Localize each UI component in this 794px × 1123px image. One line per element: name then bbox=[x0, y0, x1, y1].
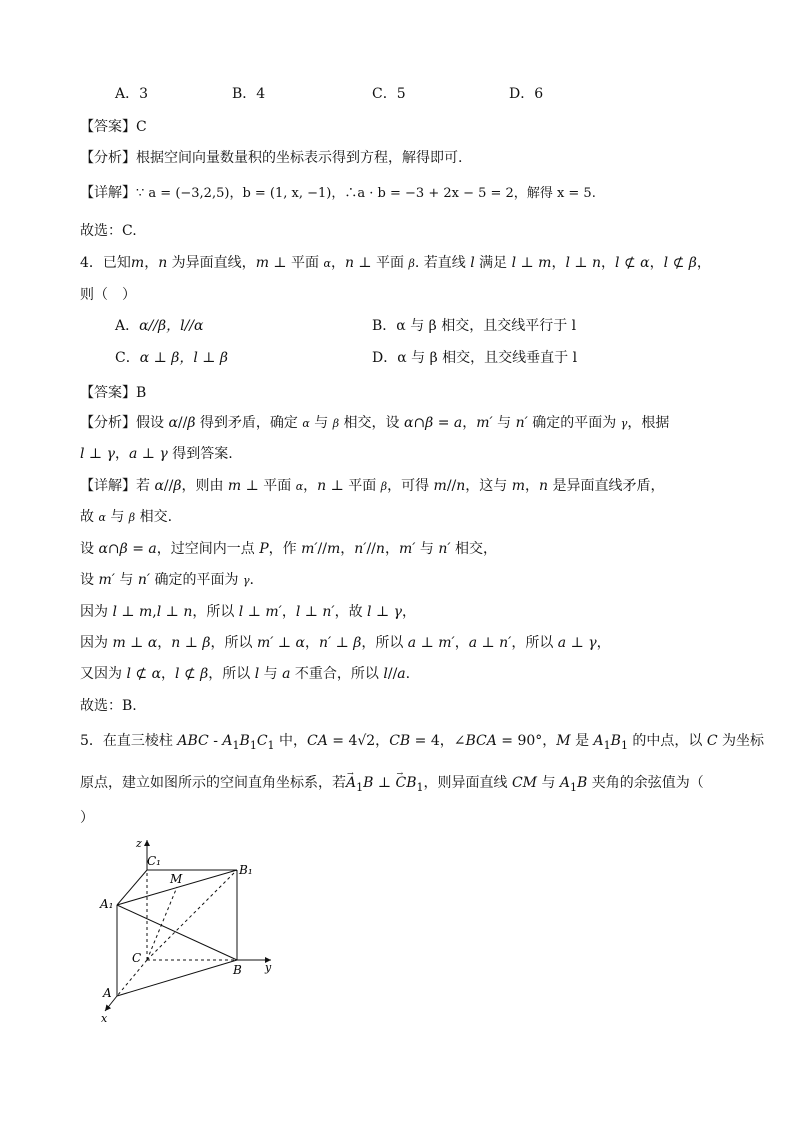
solve-text: 解得 x = 5 bbox=[526, 186, 592, 201]
label-c1: C₁ bbox=[147, 854, 161, 868]
q4-analysis-line1: 【分析】假设 α//β 得到矛盾，确定 α 与 β 相交，设 α∩β = a，m′ 与 n′ 确定的平面为 γ，根据 bbox=[80, 415, 670, 431]
q4-detail-line1: 【详解】若 α//β，则由 m ⊥ 平面 α，n ⊥ 平面 β，可得 m//n，这与 m，n 是异面直线矛盾， bbox=[80, 478, 665, 494]
label-z: z bbox=[136, 837, 142, 850]
label-a: A bbox=[103, 986, 112, 1000]
vector-b: b = (1, x, −1) bbox=[242, 186, 332, 201]
q4-answer bbox=[80, 383, 146, 403]
label-b: B bbox=[233, 963, 242, 977]
q4-detail-line7: 又因为 l ⊄ α，l ⊄ β，所以 l 与 a 不重合，所以 l//a. bbox=[80, 666, 411, 682]
prev-answer bbox=[80, 117, 147, 137]
label-x: x bbox=[101, 1012, 108, 1025]
q4-option-d: D．α 与 β 相交，且交线垂直于 l bbox=[372, 350, 578, 366]
q4-stem-line1: 4．已知m，n 为异面直线，m ⊥ 平面 α，n ⊥ 平面 β. 若直线 l 满足 l ⊥ m，l ⊥ n，l ⊄ α，l ⊄ β， bbox=[80, 255, 711, 271]
q4-stem-intro: 已知 bbox=[102, 255, 131, 271]
prev-analysis bbox=[80, 148, 462, 168]
q4-option-a: A．α//β，l//α bbox=[115, 318, 204, 334]
q5-line1-start: 在直三棱柱 bbox=[102, 733, 173, 749]
hidden-c-a bbox=[117, 960, 147, 996]
q5-stem-line3: ） bbox=[80, 810, 94, 826]
q4-option-b: B．α 与 β 相交，且交线平行于 l bbox=[372, 318, 577, 334]
q4-detail-line6: 因为 m ⊥ α，n ⊥ β，所以 m′ ⊥ α，n′ ⊥ β，所以 a ⊥ m′，a ⊥ n′，所以 a ⊥ γ， bbox=[80, 635, 611, 651]
q4-detail-line4: 设 m′ 与 n′ 确定的平面为 γ. bbox=[80, 572, 254, 588]
q4-option-c: C．α ⊥ β，l ⊥ β bbox=[115, 350, 228, 366]
q4-detail-line3: 设 α∩β = a，过空间内一点 P，作 m′//m，n′//n，m′ 与 n′ 相交， bbox=[80, 541, 497, 557]
prev-option-a: A．3 bbox=[115, 86, 149, 102]
prev-detail: 【详解】∵ a = (−3,2,5)，b = (1, x, −1)，∴a · b = −3 + 2x − 5 = 2，解得 x = 5. bbox=[80, 185, 596, 201]
label-m: M bbox=[170, 872, 183, 886]
label-a1: A₁ bbox=[100, 897, 114, 911]
detail-tag: 【详解】 bbox=[80, 478, 136, 494]
answer-value: B bbox=[136, 385, 147, 401]
edge-c1-a1 bbox=[117, 870, 147, 905]
prev-final: 故选：C. bbox=[80, 223, 137, 239]
label-b1: B₁ bbox=[239, 863, 253, 877]
analysis-tag: 【分析】 bbox=[80, 415, 136, 431]
answer-tag: 【答案】 bbox=[80, 385, 136, 401]
prev-option-c: C．5 bbox=[372, 86, 406, 102]
q4-number: 4． bbox=[80, 255, 103, 271]
vector-a: a = (−3,2,5) bbox=[148, 186, 230, 201]
analysis-text: 根据空间向量数量积的坐标表示得到方程，解得即可. bbox=[136, 150, 463, 166]
analysis-tag: 【分析】 bbox=[80, 150, 136, 166]
edge-a-b bbox=[117, 960, 237, 996]
prev-option-d: D．6 bbox=[509, 86, 544, 102]
q4-final: 故选：B. bbox=[80, 698, 137, 714]
answer-value: C bbox=[136, 119, 147, 135]
detail-tag: 【详解】 bbox=[80, 185, 136, 201]
dot-product: a · b = −3 + 2x − 5 = 2 bbox=[357, 186, 514, 201]
hidden-c-m bbox=[147, 887, 177, 960]
q4-detail-line2: 故 α 与 β 相交. bbox=[80, 509, 173, 525]
label-y: y bbox=[265, 961, 272, 974]
q5-line2-text: 原点，建立如图所示的空间直角坐标系，若 bbox=[80, 775, 346, 791]
label-c: C bbox=[132, 951, 142, 965]
prism-figure bbox=[88, 830, 288, 1025]
q4-analysis-line2: l ⊥ γ，a ⊥ γ 得到答案. bbox=[80, 446, 233, 462]
prev-option-b: B．4 bbox=[232, 86, 266, 102]
because-symbol: ∵ bbox=[136, 186, 149, 201]
answer-tag: 【答案】 bbox=[80, 119, 136, 135]
q5-stem-line2: 原点，建立如图所示的空间直角坐标系，若→ $A_1B$ ⊥ → $CB_1$，则异面直线 CM 与 $A_1B$ 夹角的余弦值为（ bbox=[80, 773, 704, 798]
q5-number: 5． bbox=[80, 733, 103, 749]
q4-detail-line5: 因为 l ⊥ m,l ⊥ n，所以 l ⊥ m′，l ⊥ n′，故 l ⊥ γ， bbox=[80, 604, 416, 620]
q5-stem-line1: 5．在直三棱柱 ABC - $A_1B_1C_1$ 中，CA = 4√2，CB = 4，∠BCA = 90°，M 是 $A_1B_1$ 的中点，以 C 为坐标 bbox=[80, 733, 765, 752]
q4-stem-line2: 则（ ） bbox=[80, 287, 136, 303]
